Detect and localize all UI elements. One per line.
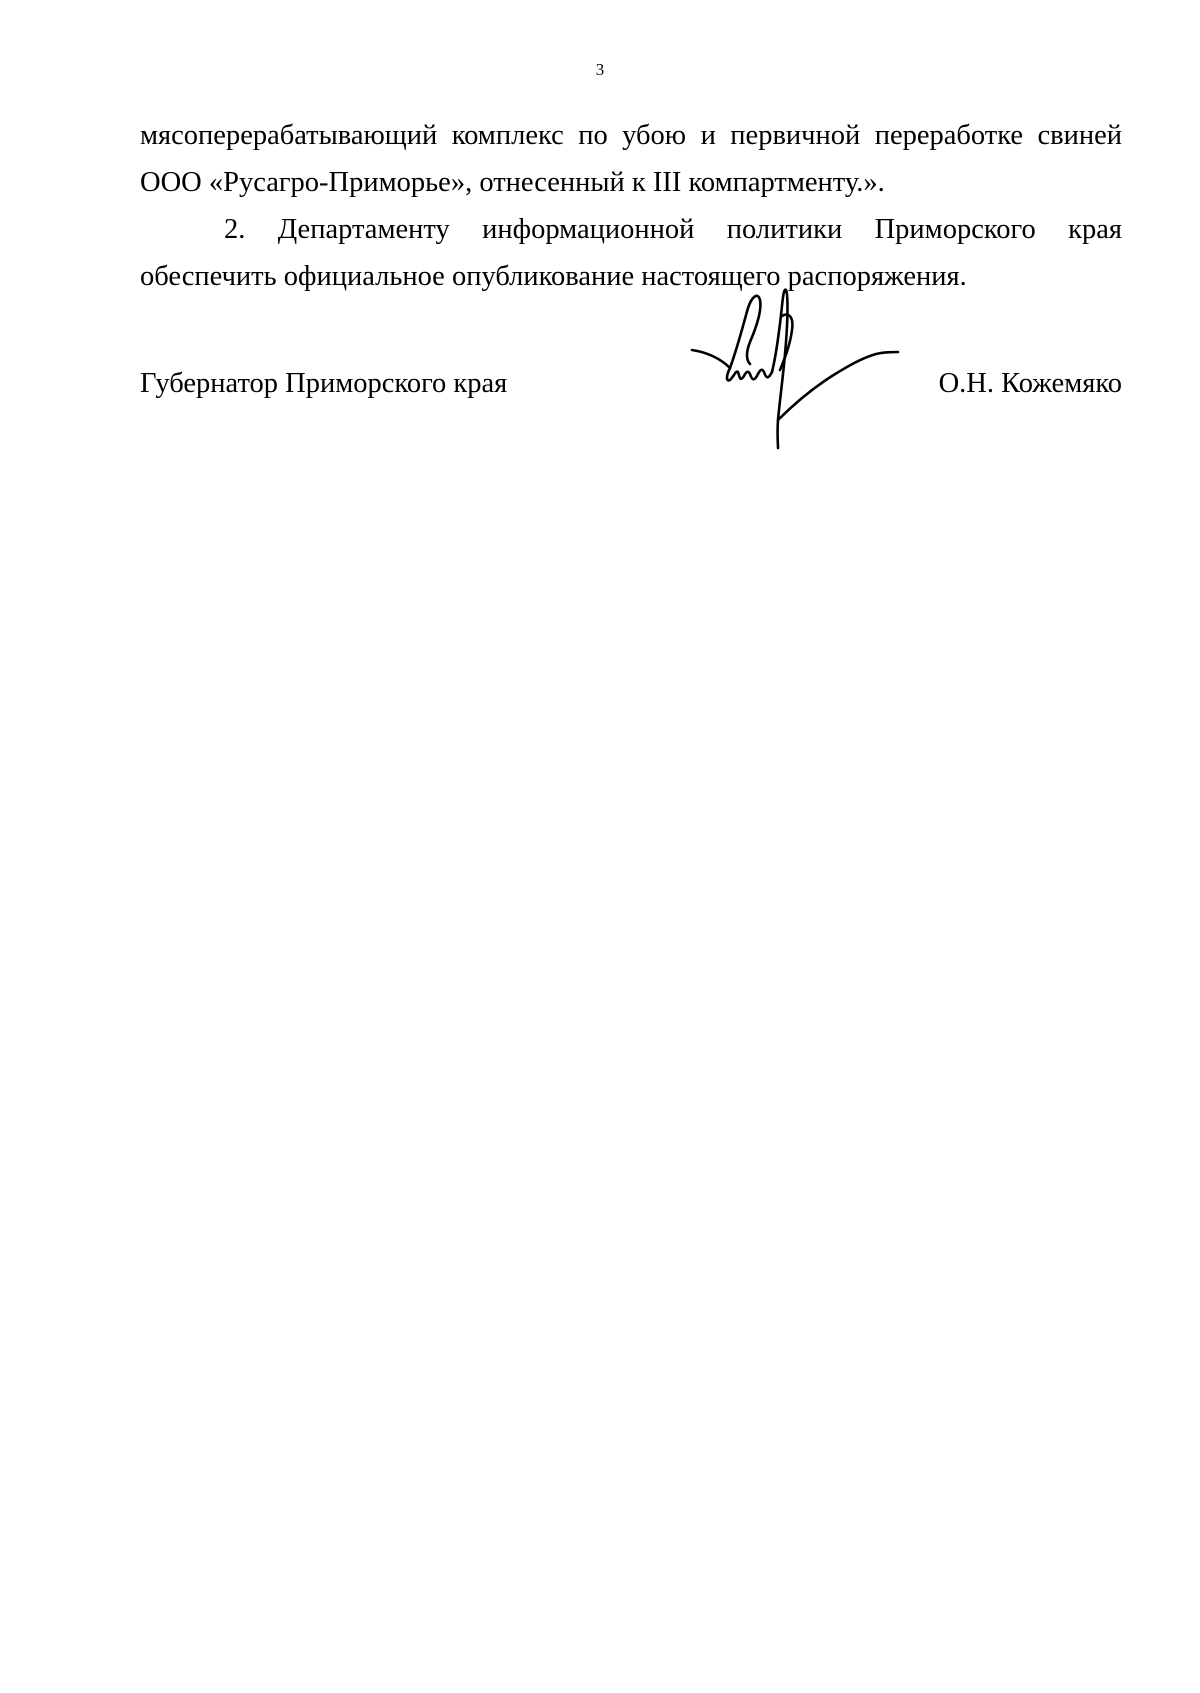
paragraph-2 [140,206,1122,300]
page-number: 3 [595,60,605,79]
signer-name: О.Н. Кожемяко [938,368,1122,399]
signature-block [140,360,1122,460]
paragraph-1 [140,112,1122,206]
paragraph-2-line-2: обеспечить официальное опубликование настоящего распоряжения. [140,261,967,292]
signer-title: Губернатор Приморского края [140,368,508,399]
paragraph-1-line-1: мясоперерабатывающий комплекс по убою и первичной переработке свиней [140,120,1122,151]
handwritten-signature-icon [686,286,902,462]
paragraph-2-line-1: 2. Департаменту информационной политики Приморского края [224,214,1122,245]
paragraph-1-line-2: ООО «Русагро-Приморье», отнесенный к III компартменту.». [140,167,885,198]
